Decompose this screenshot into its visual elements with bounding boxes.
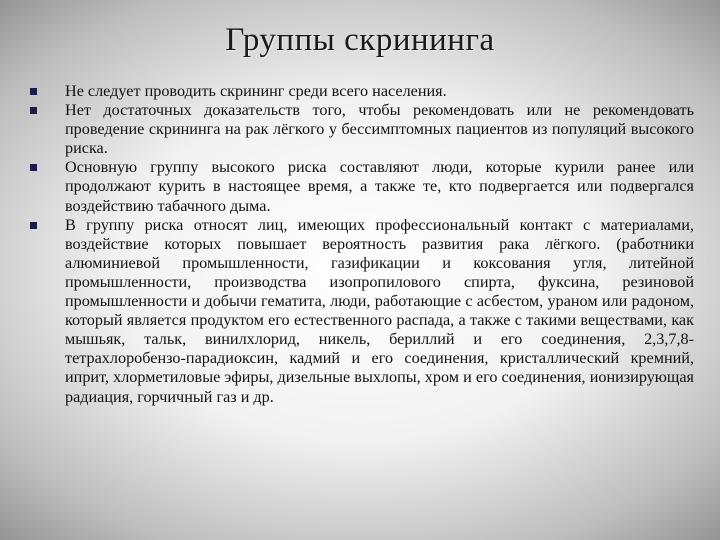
bullet-item-3 xyxy=(30,158,694,215)
slide-title: Группы скрининга xyxy=(225,22,495,58)
bullet-list xyxy=(30,82,694,407)
bullet-item-1 xyxy=(30,82,694,101)
bullet-text-2: Нет достаточных доказательств того, чтобы рекомендовать или не рекомендовать проведение скрининга на рак лёгкого у бессимптомных пациентов из популяций высокого риска. xyxy=(65,101,694,158)
square-bullet-icon xyxy=(30,107,37,114)
square-bullet-icon xyxy=(30,88,37,95)
square-bullet-icon xyxy=(30,222,37,229)
bullet-text-4: В группу риска относят лиц, имеющих профессиональный контакт с материалами, воздействие которых повышает вероятность развития рака лёгкого. (работники алюминиевой промышленности, газификации и коксования угля, литейной промышленности, производства изопропилового спирта, фуксина, резиновой промышленности и добычи гематита, люди, работающие с асбестом, ураном или радоном, который является продуктом его естественного распада, а также с такими веществами, как мышьяк, тальк, винилхлорид, никель, бериллий и его соединения, 2,3,7,8-тетрахлоробензо-парадиоксин, кадмий и его соединения, кристаллический кремний, иприт, хлорметиловые эфиры, дизельные выхлопы, хром и его соединения, ионизирующая радиация, горчичный газ и др. xyxy=(65,215,694,406)
bullet-text-3: Основную группу высокого риска составляют люди, которые курили ранее или продолжают курить в настоящее время, а также те, кто подвергается или подвергался воздействию табачного дыма. xyxy=(65,158,694,215)
bullet-text-1: Не следует проводить скрининг среди всего населения. xyxy=(65,82,447,100)
bullet-item-4 xyxy=(30,216,694,407)
bullet-item-2 xyxy=(30,101,694,158)
square-bullet-icon xyxy=(30,164,37,171)
